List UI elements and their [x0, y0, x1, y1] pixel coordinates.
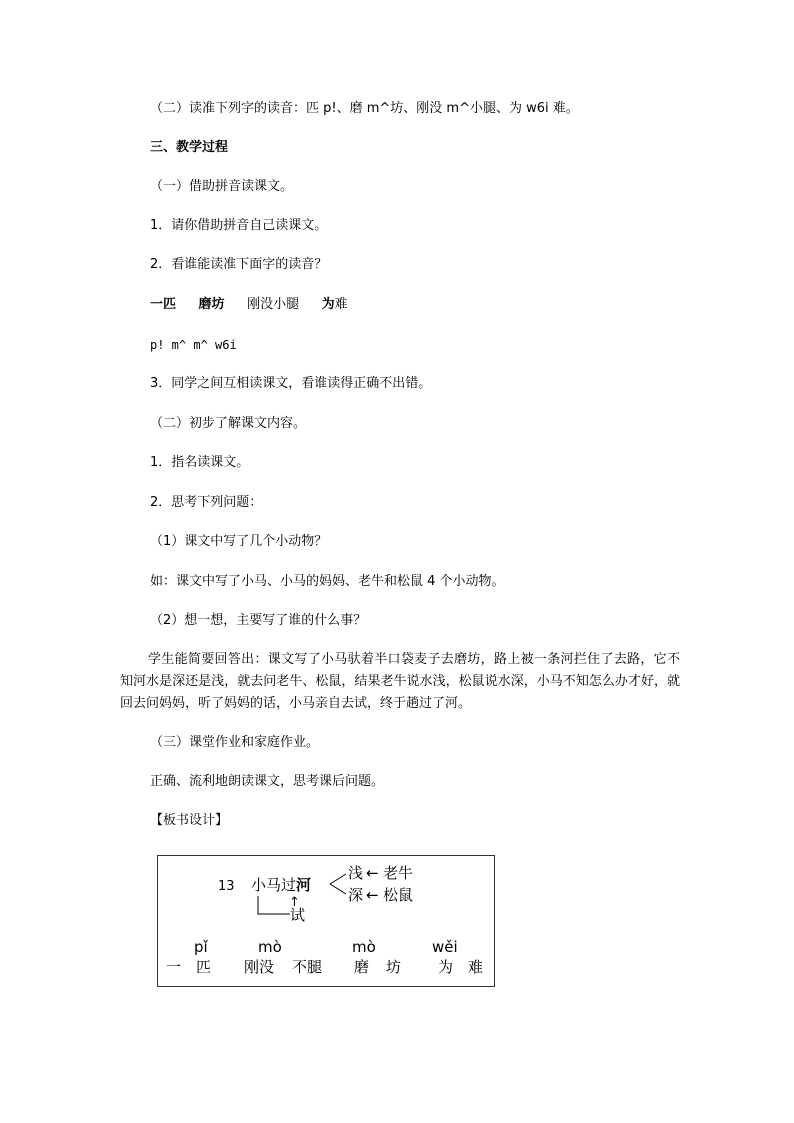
word-ox: 老牛	[383, 864, 414, 882]
link-deep	[330, 884, 346, 894]
question-1: （1）课文中写了几个小动物？	[150, 534, 328, 549]
link-shallow	[330, 874, 346, 884]
answer-2-paragraph: 学生能简要回答出：课文写了小马驮着半口袋麦子去磨坊，路上被一条河拦住了去路，它不知河水是深还是浅，就去问老牛、松鼠，结果老牛说水浅，松鼠说水深，小马不知怎么办才好，就回去问妈妈，听了妈妈的话，小马亲自去试，终于趟过了河。	[120, 652, 680, 711]
step-heading-2: （二）初步了解课文内容。	[150, 416, 307, 431]
word-wei: 为	[321, 297, 335, 312]
answer-1: 如：课文中写了小马、小马的妈妈、老牛和松鼠 4 个小动物。	[150, 574, 505, 589]
char-mo: 磨	[354, 958, 370, 976]
section-heading: 三、教学过程	[150, 140, 229, 155]
step-2-2: 2．思考下列问题：	[150, 495, 263, 510]
word-shallow: 浅	[348, 864, 364, 882]
homework: 正确、流利地朗读课文，思考课后问题。	[150, 774, 385, 789]
pinyin-wei: wěi	[432, 938, 458, 956]
word-row	[150, 296, 348, 314]
word-try: 试	[290, 906, 306, 924]
word-yipi: 一匹	[150, 297, 177, 312]
char-gangmei: 刚没	[244, 958, 275, 976]
lesson-number: 13	[218, 879, 235, 894]
step-1-3: 3．同学之间互相读课文，看谁读得正确不出错。	[150, 376, 432, 391]
word-squirrel: 松鼠	[383, 886, 414, 904]
step-heading-3: （三）课堂作业和家庭作业。	[150, 735, 320, 750]
word-deep: 深	[348, 886, 364, 904]
board-design-heading: 【板书设计】	[150, 813, 229, 828]
step-1-1: 1．请你借助拼音自己读课文。	[150, 218, 328, 233]
word-gangmei: 刚没小腿	[247, 297, 300, 312]
title-he: 河	[296, 876, 312, 894]
pinyin-mo-2: mò	[352, 938, 376, 956]
word-mofang: 磨坊	[198, 297, 225, 312]
pinyin-mo-1: mò	[258, 938, 282, 956]
char-fang: 坊	[386, 958, 402, 976]
char-nan: 难	[468, 958, 484, 976]
arrow-up: ↑	[289, 895, 300, 910]
pinyin-pi: pǐ	[194, 938, 208, 956]
reading-instruction: （二）读准下列字的读音：匹 p!、磨 m^坊、刚没 m^小腿、为 w6i 难。	[150, 101, 579, 116]
step-heading-1: （一）借助拼音读课文。	[150, 179, 294, 194]
arrow-left-2: ←	[366, 886, 379, 904]
step-2-1: 1．指名读课文。	[150, 455, 250, 470]
char-pi: 匹	[196, 958, 212, 976]
try-bracket	[258, 896, 290, 914]
board-design-box	[157, 855, 495, 987]
step-1-2: 2．看谁能读准下面字的读音？	[150, 257, 328, 272]
char-yi: 一	[166, 958, 182, 976]
question-2: （2）想一想，主要写了谁的什么事？	[150, 613, 367, 628]
char-wei: 为	[438, 958, 454, 976]
word-nan: 难	[334, 297, 348, 312]
arrow-left-1: ←	[366, 864, 379, 882]
pinyin-row: p! m^ m^ w6i	[150, 338, 237, 352]
char-buthigh: 不腿	[292, 958, 323, 976]
title-text: 小马过	[251, 876, 297, 894]
